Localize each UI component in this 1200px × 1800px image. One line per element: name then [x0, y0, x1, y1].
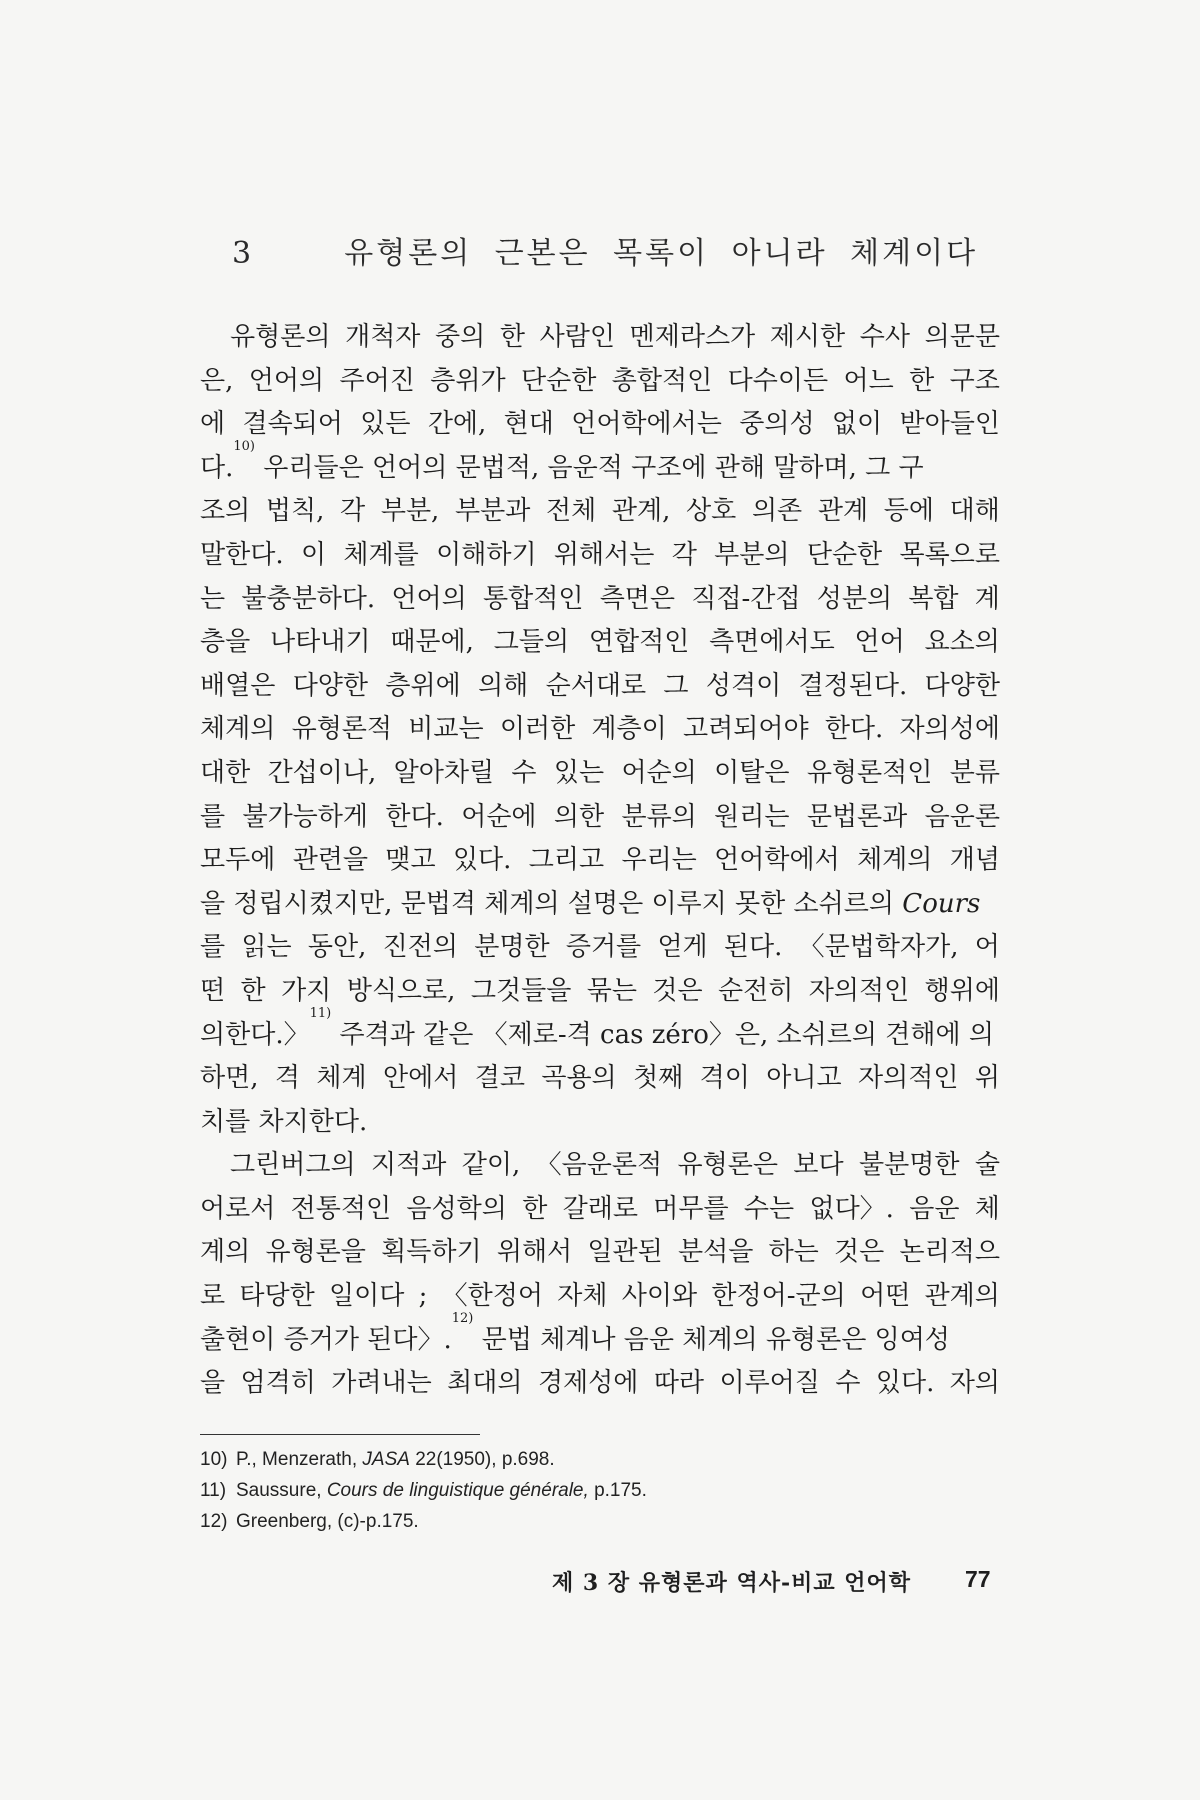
section-title: 유형론의 근본은 목록이 아니라 체계이다 — [344, 236, 979, 271]
footnote-10: 10) P., Menzerath, JASA 22(1950), p.698. — [200, 1449, 555, 1470]
running-footer: 제 3 장 유형론과 역사-비교 언어학 — [552, 1570, 912, 1596]
body-text — [200, 316, 1000, 1406]
text-line: 체계의 유형론적 비교는 이러한 계층이 고려되어야 한다. 자의성에 — [200, 714, 1000, 745]
section-heading — [232, 228, 978, 272]
text-line: 치를 차지한다. — [200, 1106, 368, 1137]
text-line: 층을 나타내기 때문에, 그들의 연합적인 측면에서도 언어 요소의 — [200, 627, 1000, 658]
text-line: 를 읽는 동안, 진전의 분명한 증거를 얻게 된다. 〈문법학자가, 어 — [200, 932, 1000, 963]
footnote-12: 12) Greenberg, (c)-p.175. — [200, 1511, 419, 1532]
text-line: 떤 한 가지 방식으로, 그것들을 묶는 것은 순전히 자의적인 행위에 — [200, 975, 1000, 1006]
section-number: 3 — [232, 236, 255, 271]
text-line: 다. 10) 우리들은 언어의 문법적, 음운적 구조에 관해 말하며, 그 구 — [200, 447, 1000, 491]
text-line: 그린버그의 지적과 같이, 〈음운론적 유형론은 보다 불분명한 술 — [230, 1150, 1000, 1181]
text-line: 에 결속되어 있든 간에, 현대 언어학에서는 중의성 없이 받아들인 — [200, 409, 1000, 440]
text-line: 는 불충분하다. 언어의 통합적인 측면은 직접-간접 성분의 복합 계 — [200, 583, 1000, 614]
text-line: 말한다. 이 체계를 이해하기 위해서는 각 부분의 단순한 목록으로 — [200, 539, 1000, 570]
footnote-divider — [200, 1434, 480, 1435]
text-line: 하면, 격 체계 안에서 결코 곡용의 첫째 격이 아니고 자의적인 위 — [200, 1063, 1000, 1094]
footnote-mark: 10) — [233, 438, 256, 454]
text-line: 배열은 다양한 층위에 의해 순서대로 그 성격이 결정된다. 다양한 — [200, 670, 1000, 701]
text-line: 유형론의 개척자 중의 한 사람인 멘제라스가 제시한 수사 의문문 — [230, 322, 1000, 352]
text-line: 조의 법칙, 각 부분, 부분과 전체 관계, 상호 의존 관계 등에 대해 — [200, 496, 1000, 527]
text-line: 어로서 전통적인 음성학의 한 갈래로 머무를 수는 없다〉. 음운 체 — [200, 1193, 1000, 1224]
footnotes — [200, 1444, 647, 1537]
text-line: 출현이 증거가 된다〉. 12) 문법 체계나 음운 체계의 유형론은 잉여성 — [200, 1319, 1000, 1363]
text-line: 로 타당한 일이다 ; 〈한정어 자체 사이와 한정어-군의 어떤 관계의 — [200, 1281, 1000, 1312]
text-line: 의한다.〉 11) 주격과 같은 〈제로-격 cas zéro〉은, 소쉬르의 견해에 의 — [200, 1014, 1000, 1058]
text-line: 계의 유형론을 획득하기 위해서 일관된 분석을 하는 것은 논리적으 — [200, 1237, 1000, 1268]
footnote-11: 11) Saussure, Cours de linguistique générale, p.175. — [200, 1480, 647, 1501]
text-line: 를 불가능하게 한다. 어순에 의한 분류의 원리는 문법론과 음운론 — [200, 801, 1000, 832]
footnote-mark: 12) — [451, 1310, 474, 1326]
italic-title: Cours — [902, 888, 981, 919]
text-line: 은, 언어의 주어진 층위가 단순한 총합적인 다수이든 어느 한 구조 — [200, 365, 1000, 396]
page-number: 77 — [965, 1566, 991, 1592]
text-line: 을 정립시켰지만, 문법격 체계의 설명은 이루지 못한 소쉬르의 Cours — [200, 883, 1000, 927]
text-line: 모두에 관련을 맺고 있다. 그리고 우리는 언어학에서 체계의 개념 — [200, 845, 1000, 876]
footnote-mark: 11) — [309, 1005, 332, 1021]
text-line: 을 엄격히 가려내는 최대의 경제성에 따라 이루어질 수 있다. 자의 — [200, 1368, 1000, 1399]
text-line: 대한 간섭이나, 알아차릴 수 있는 어순의 이탈은 유형론적인 분류 — [200, 757, 1000, 788]
